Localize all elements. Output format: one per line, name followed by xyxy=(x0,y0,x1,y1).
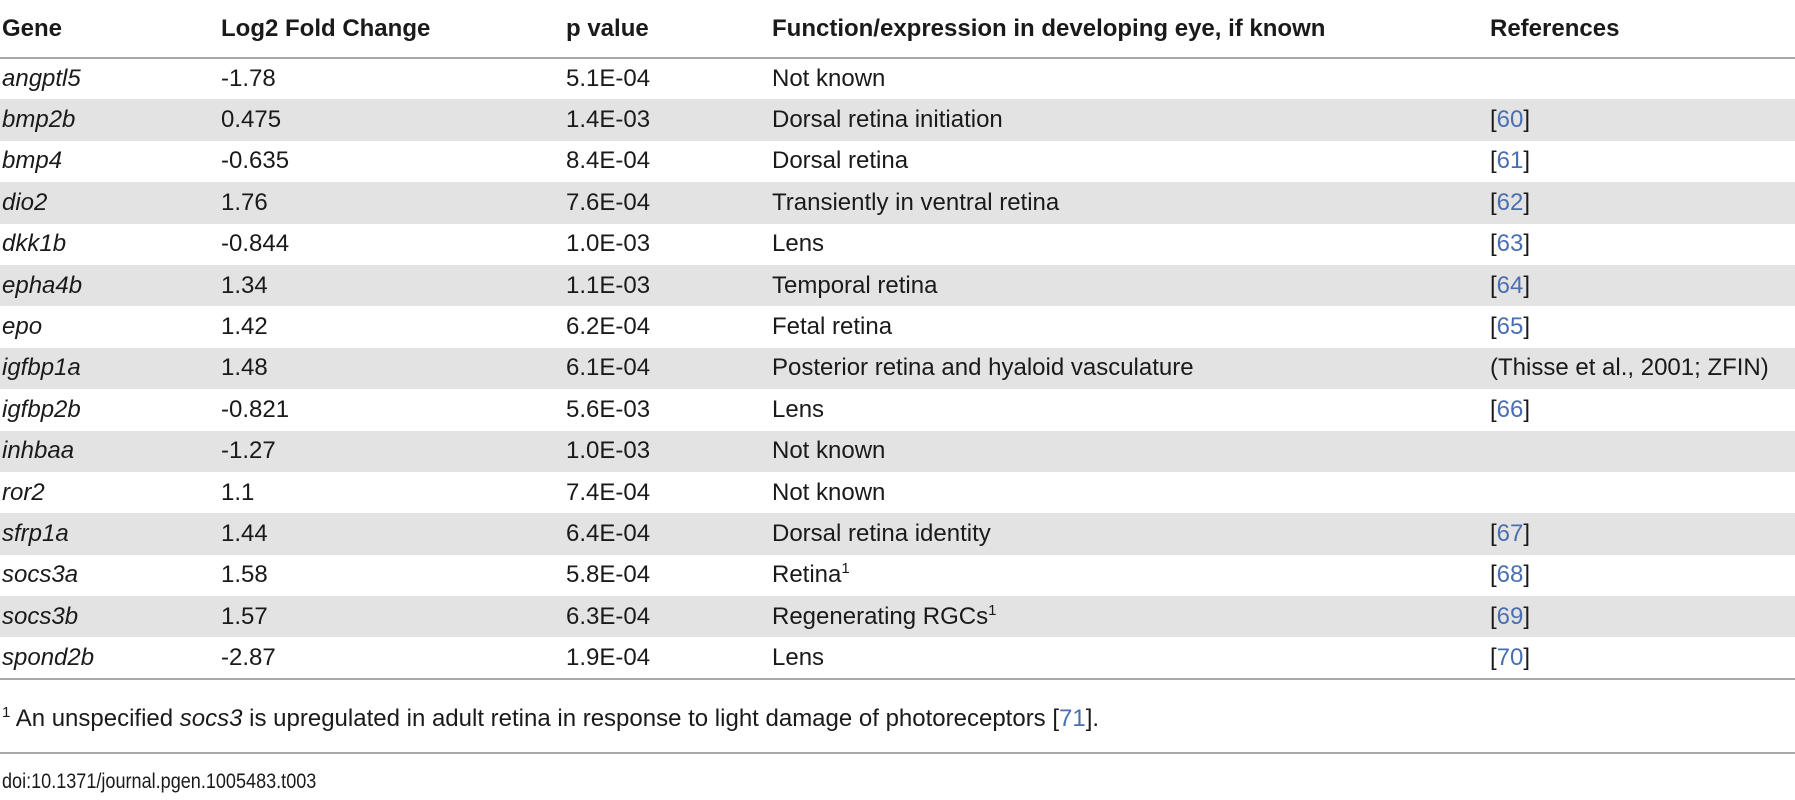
cell-log2-fold-change: -2.87 xyxy=(219,637,564,678)
footer-divider xyxy=(0,752,1795,754)
footnote-marker: 1 xyxy=(988,601,997,619)
cell-p-value: 1.0E-03 xyxy=(566,437,651,465)
cell-references xyxy=(1488,141,1795,182)
function-text: Fetal retina xyxy=(772,313,893,341)
table-row xyxy=(0,637,1795,678)
header-p-value: p value xyxy=(564,0,770,58)
table-row xyxy=(0,348,1795,389)
cell-gene: igfbp2b xyxy=(2,395,81,423)
cell-gene: inhbaa xyxy=(2,437,75,465)
reference-suffix: ] xyxy=(1523,519,1531,547)
function-text: Lens xyxy=(772,643,825,671)
table-row xyxy=(0,389,1795,430)
cell-function xyxy=(770,555,1488,596)
table-row xyxy=(0,306,1795,347)
cell-gene: bmp2b xyxy=(2,106,76,134)
cell-p-value: 5.6E-03 xyxy=(566,395,651,423)
cell-function xyxy=(770,141,1488,182)
reference-link[interactable]: 62 xyxy=(1496,188,1524,216)
function-text: Not known xyxy=(772,437,886,465)
function-text: Not known xyxy=(772,65,886,93)
cell-log2-fold-change: 1.42 xyxy=(221,313,268,341)
reference-link[interactable]: 66 xyxy=(1496,395,1524,423)
cell-function xyxy=(770,637,1488,678)
reference-prefix: [ xyxy=(1490,271,1497,299)
cell-log2-fold-change: 1.76 xyxy=(221,188,268,216)
cell-gene: epha4b xyxy=(2,271,83,299)
reference-link[interactable]: 63 xyxy=(1496,230,1524,258)
cell-gene: angptl5 xyxy=(2,65,81,93)
cell-p-value: 1.0E-03 xyxy=(566,230,651,258)
table-row xyxy=(0,99,1795,140)
function-text: Not known xyxy=(772,478,886,506)
cell-log2-fold-change: 1.34 xyxy=(221,271,268,299)
cell-references xyxy=(1488,431,1795,472)
cell-references xyxy=(1488,472,1795,513)
cell-gene: bmp4 xyxy=(2,147,63,175)
cell-gene: sfrp1a xyxy=(2,519,69,547)
cell-p-value: 6.1E-04 xyxy=(566,354,651,382)
cell-function xyxy=(770,472,1488,513)
footnote-text-end: ]. xyxy=(1085,705,1100,732)
function-text: Posterior retina and hyaloid vasculature xyxy=(772,354,1194,382)
cell-p-value: 5.1E-04 xyxy=(566,65,651,93)
function-text: Regenerating RGCs xyxy=(772,602,989,630)
reference-suffix: ] xyxy=(1523,561,1531,589)
reference-prefix: [ xyxy=(1490,147,1497,175)
reference-suffix: ] xyxy=(1523,395,1531,423)
doi-label: doi:10.1371/journal.pgen.1005483.t003 xyxy=(2,770,317,793)
cell-log2-fold-change: -0.844 xyxy=(221,230,290,258)
cell-references xyxy=(1488,555,1795,596)
reference-link[interactable]: 60 xyxy=(1496,106,1524,134)
reference-suffix: ] xyxy=(1523,147,1531,175)
reference-link[interactable]: 65 xyxy=(1496,313,1524,341)
cell-log2-fold-change: -1.27 xyxy=(221,437,276,465)
cell-function xyxy=(770,224,1488,265)
cell-references xyxy=(1488,224,1795,265)
function-text: Transiently in ventral retina xyxy=(772,188,1060,216)
reference-link[interactable]: 68 xyxy=(1496,561,1524,589)
reference-prefix: [ xyxy=(1490,188,1497,216)
reference-link[interactable]: 69 xyxy=(1496,602,1524,630)
function-text: Lens xyxy=(772,395,825,423)
cell-log2-fold-change: -1.78 xyxy=(221,65,276,93)
footnote-text-before: An unspecified xyxy=(10,705,180,732)
cell-log2-fold-change: 1.44 xyxy=(221,519,268,547)
function-text: Retina xyxy=(772,561,842,589)
cell-function xyxy=(770,306,1488,347)
table-row xyxy=(0,265,1795,306)
table-row xyxy=(0,513,1795,554)
cell-gene: socs3a xyxy=(2,561,79,589)
footnote-marker: 1 xyxy=(841,560,850,578)
table-row xyxy=(0,58,1795,99)
cell-log2-fold-change: 1.57 xyxy=(221,602,268,630)
cell-references xyxy=(1488,513,1795,554)
cell-references xyxy=(1488,637,1795,678)
cell-references xyxy=(1488,182,1795,223)
cell-gene: igfbp1a xyxy=(2,354,81,382)
table-row xyxy=(0,141,1795,182)
reference-suffix: ] xyxy=(1523,106,1531,134)
cell-p-value: 1.4E-03 xyxy=(566,106,651,134)
header-row xyxy=(0,0,1795,58)
cell-log2-fold-change: -0.635 xyxy=(221,147,290,175)
reference-suffix: ] xyxy=(1523,313,1531,341)
cell-gene: socs3b xyxy=(2,602,79,630)
cell-function xyxy=(770,431,1488,472)
table-row xyxy=(0,431,1795,472)
cell-function xyxy=(770,182,1488,223)
cell-gene: dkk1b xyxy=(2,230,67,258)
reference-suffix: ] xyxy=(1523,188,1531,216)
reference-prefix: [ xyxy=(1490,313,1497,341)
function-text: Dorsal retina initiation xyxy=(772,106,1003,134)
header-log2-fold-change: Log2 Fold Change xyxy=(219,0,564,58)
reference-suffix: ] xyxy=(1523,602,1531,630)
table-row xyxy=(0,224,1795,265)
cell-function xyxy=(770,99,1488,140)
table-row xyxy=(0,596,1795,637)
cell-log2-fold-change: 0.475 xyxy=(221,106,282,134)
cell-references xyxy=(1488,596,1795,637)
reference-suffix: ] xyxy=(1523,643,1531,671)
table-row xyxy=(0,472,1795,513)
cell-gene: epo xyxy=(2,313,43,341)
cell-p-value: 6.3E-04 xyxy=(566,602,651,630)
cell-function xyxy=(770,265,1488,306)
cell-log2-fold-change: -0.821 xyxy=(221,395,290,423)
cell-p-value: 1.9E-04 xyxy=(564,637,770,678)
reference-prefix: [ xyxy=(1490,643,1497,671)
reference-link[interactable]: 61 xyxy=(1496,147,1524,175)
cell-p-value: 8.4E-04 xyxy=(566,147,651,175)
cell-p-value: 7.4E-04 xyxy=(566,478,651,506)
footnote-text-after: is upregulated in adult retina in response to light damage of photoreceptors [ xyxy=(242,705,1060,732)
reference-prefix: [ xyxy=(1490,602,1497,630)
cell-log2-fold-change: 1.58 xyxy=(221,561,268,589)
function-text: Dorsal retina identity xyxy=(772,519,991,547)
cell-references xyxy=(1488,348,1795,389)
cell-function xyxy=(770,596,1488,637)
function-text: Dorsal retina xyxy=(772,147,909,175)
cell-references xyxy=(1488,265,1795,306)
reference-prefix: [ xyxy=(1490,561,1497,589)
cell-p-value: 6.2E-04 xyxy=(566,313,651,341)
cell-function xyxy=(770,348,1488,389)
function-text: Lens xyxy=(772,230,825,258)
cell-function xyxy=(770,58,1488,99)
reference-link[interactable]: 67 xyxy=(1496,519,1524,547)
cell-p-value: 7.6E-04 xyxy=(566,188,651,216)
header-function: Function/expression in developing eye, if known xyxy=(770,0,1488,58)
reference-link[interactable]: 70 xyxy=(1496,643,1524,671)
footnote-gene: socs3 xyxy=(179,705,243,732)
reference-prefix: [ xyxy=(1490,519,1497,547)
reference-prefix: (Thisse et al., 2001; ZFIN) xyxy=(1490,354,1769,382)
header-references: References xyxy=(1488,0,1795,58)
cell-function xyxy=(770,513,1488,554)
cell-references xyxy=(1488,99,1795,140)
cell-p-value: 1.1E-03 xyxy=(566,271,651,299)
header-gene: Gene xyxy=(0,0,219,58)
table-row xyxy=(0,182,1795,223)
function-text: Temporal retina xyxy=(772,271,938,299)
table-row xyxy=(0,555,1795,596)
footnote-marker: 1 xyxy=(2,704,11,721)
cell-gene: ror2 xyxy=(2,478,45,506)
cell-references xyxy=(1488,306,1795,347)
cell-log2-fold-change: 1.1 xyxy=(221,478,255,506)
cell-references xyxy=(1488,58,1795,99)
cell-function xyxy=(770,389,1488,430)
table-footnote xyxy=(2,705,1099,733)
cell-references xyxy=(1488,389,1795,430)
reference-prefix: [ xyxy=(1490,395,1497,423)
reference-suffix: ] xyxy=(1523,230,1531,258)
reference-suffix: ] xyxy=(1523,271,1531,299)
cell-gene: dio2 xyxy=(2,188,48,216)
reference-prefix: [ xyxy=(1490,106,1497,134)
cell-log2-fold-change: 1.48 xyxy=(221,354,268,382)
reference-prefix: [ xyxy=(1490,230,1497,258)
cell-p-value: 6.4E-04 xyxy=(566,519,651,547)
cell-gene: spond2b xyxy=(0,637,219,678)
cell-p-value: 5.8E-04 xyxy=(566,561,651,589)
reference-link[interactable]: 64 xyxy=(1496,271,1524,299)
footnote-reference-link[interactable]: 71 xyxy=(1059,705,1086,732)
